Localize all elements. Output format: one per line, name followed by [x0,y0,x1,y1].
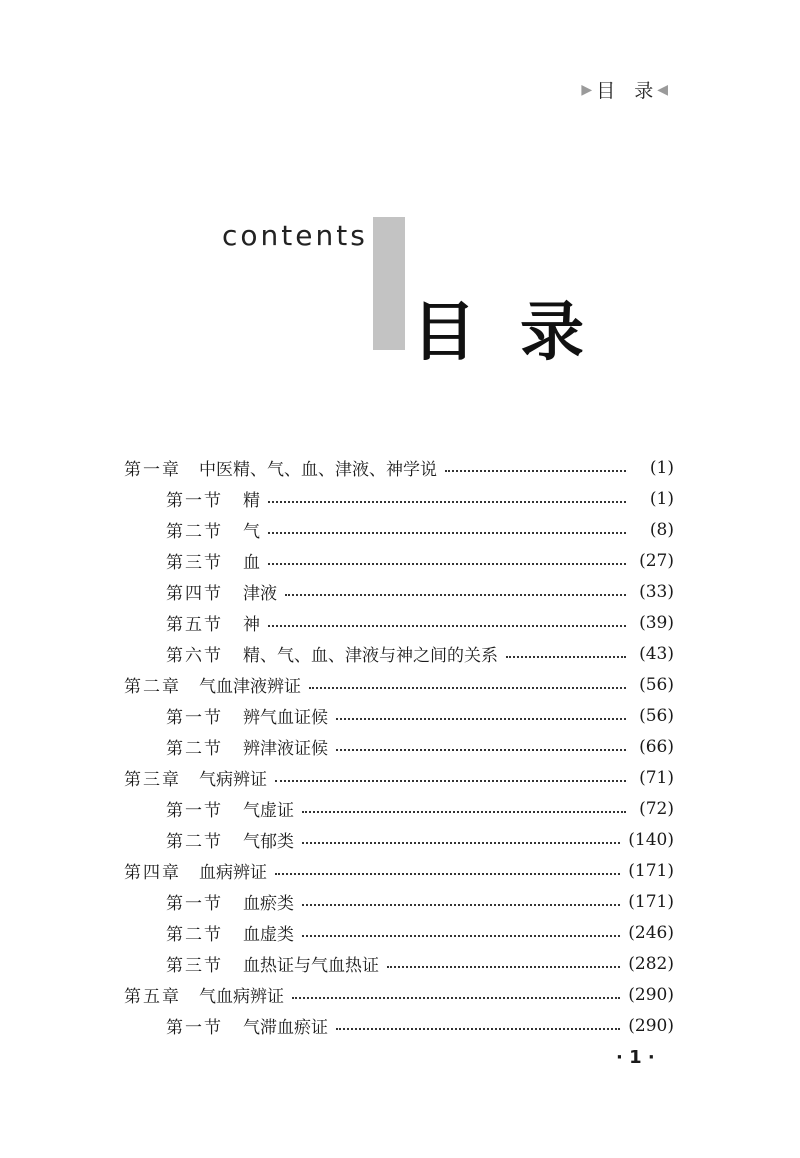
toc-entry-label: 第三章 [124,770,181,790]
dot-leader [302,903,620,906]
dot-leader [336,748,626,751]
toc-section-row[interactable] [124,514,674,545]
toc-entry-page: (8) [649,519,674,540]
toc-entry-page: (290) [628,984,674,1005]
toc-entry-page: (246) [628,922,674,943]
toc-entry-page: (66) [639,736,674,757]
contents-word: contents [222,219,368,252]
toc-chapter-row[interactable] [124,855,674,886]
toc-entry-label: 第二节 [166,522,223,542]
toc-entry-label: 第五章 [124,987,181,1007]
toc-entry-title: 气 [243,522,260,542]
toc-entry-title: 气血病辨证 [199,987,284,1007]
toc-entry-title: 神 [243,615,260,635]
running-header [577,76,672,103]
toc-entry-page: (27) [639,550,674,571]
toc-section-row[interactable] [124,545,674,576]
dot-leader [285,593,626,596]
dot-leader [506,655,626,658]
toc-chapter-row[interactable] [124,762,674,793]
toc-entry-label: 第一节 [166,894,223,914]
dot-leader [309,686,626,689]
toc-section-row[interactable] [124,700,674,731]
toc-chapter-row[interactable] [124,669,674,700]
dot-leader [387,965,620,968]
decorative-gray-bar [373,217,405,350]
toc-entry-page: (56) [639,674,674,695]
dot-leader [275,872,620,875]
toc-entry-label: 第三节 [166,553,223,573]
toc-entry-title: 中医精、气、血、津液、神学说 [199,460,437,480]
toc-entry-title: 气血津液辨证 [199,677,301,697]
toc-section-row[interactable] [124,886,674,917]
toc-entry-page: (171) [628,891,674,912]
toc-section-row[interactable] [124,483,674,514]
toc-entry-page: (72) [639,798,674,819]
toc-entry-title: 血病辨证 [199,863,267,883]
toc-entry-label: 第一节 [166,708,223,728]
toc-entry-title: 血虚类 [243,925,294,945]
toc-entry-label: 第一节 [166,1018,223,1038]
toc-entry-title: 血热证与气血热证 [243,956,379,976]
toc-entry-label: 第二节 [166,832,223,852]
toc-entry-label: 第一节 [166,491,223,511]
left-triangle-icon: ◀ [657,81,668,98]
toc-entry-label: 第六节 [166,646,223,666]
right-triangle-icon: ▶ [581,81,593,98]
toc-entry-page: (171) [628,860,674,881]
table-of-contents [124,452,674,1041]
toc-entry-title: 血 [243,553,260,573]
toc-entry-title: 辨津液证候 [243,739,328,759]
toc-entry-page: (71) [639,767,674,788]
toc-entry-label: 第一章 [124,460,181,480]
toc-entry-title: 气郁类 [243,832,294,852]
toc-entry-label: 第二节 [166,925,223,945]
toc-section-row[interactable] [124,576,674,607]
dot-leader [268,531,626,534]
toc-entry-label: 第二章 [124,677,181,697]
toc-section-row[interactable] [124,607,674,638]
toc-entry-page: (140) [628,829,674,850]
toc-entry-title: 气滞血瘀证 [243,1018,328,1038]
dot-leader [336,1027,620,1030]
toc-entry-page: (56) [639,705,674,726]
toc-entry-title: 津液 [243,584,277,604]
toc-section-row[interactable] [124,638,674,669]
toc-entry-title: 精 [243,491,260,511]
toc-section-row[interactable] [124,1010,674,1041]
toc-entry-label: 第五节 [166,615,223,635]
dot-leader [302,934,620,937]
dot-leader [268,500,626,503]
toc-section-row[interactable] [124,793,674,824]
toc-entry-title: 气病辨证 [199,770,267,790]
toc-entry-title: 气虚证 [243,801,294,821]
dot-leader [302,810,626,813]
toc-chapter-row[interactable] [124,979,674,1010]
toc-entry-page: (43) [639,643,674,664]
toc-entry-page: (282) [628,953,674,974]
toc-entry-page: (33) [639,581,674,602]
page-number: · 1 · [616,1047,655,1068]
toc-entry-label: 第一节 [166,801,223,821]
toc-entry-title: 辨气血证候 [243,708,328,728]
toc-section-row[interactable] [124,824,674,855]
dot-leader [302,841,620,844]
toc-entry-page: (1) [649,488,674,509]
running-header-text: 目 录 [596,80,654,102]
toc-entry-label: 第四节 [166,584,223,604]
toc-entry-title: 血瘀类 [243,894,294,914]
dot-leader [336,717,626,720]
toc-entry-title: 精、气、血、津液与神之间的关系 [243,646,498,666]
toc-entry-page: (290) [628,1015,674,1036]
page-title: 目录 [412,296,628,370]
toc-entry-label: 第三节 [166,956,223,976]
dot-leader [268,624,626,627]
dot-leader [275,779,626,782]
toc-entry-page: (1) [649,457,674,478]
toc-entry-page: (39) [639,612,674,633]
dot-leader [268,562,626,565]
toc-section-row[interactable] [124,731,674,762]
toc-entry-label: 第二节 [166,739,223,759]
toc-section-row[interactable] [124,917,674,948]
toc-entry-label: 第四章 [124,863,181,883]
toc-chapter-row[interactable] [124,452,674,483]
dot-leader [292,996,620,999]
dot-leader [445,469,626,472]
toc-section-row[interactable] [124,948,674,979]
